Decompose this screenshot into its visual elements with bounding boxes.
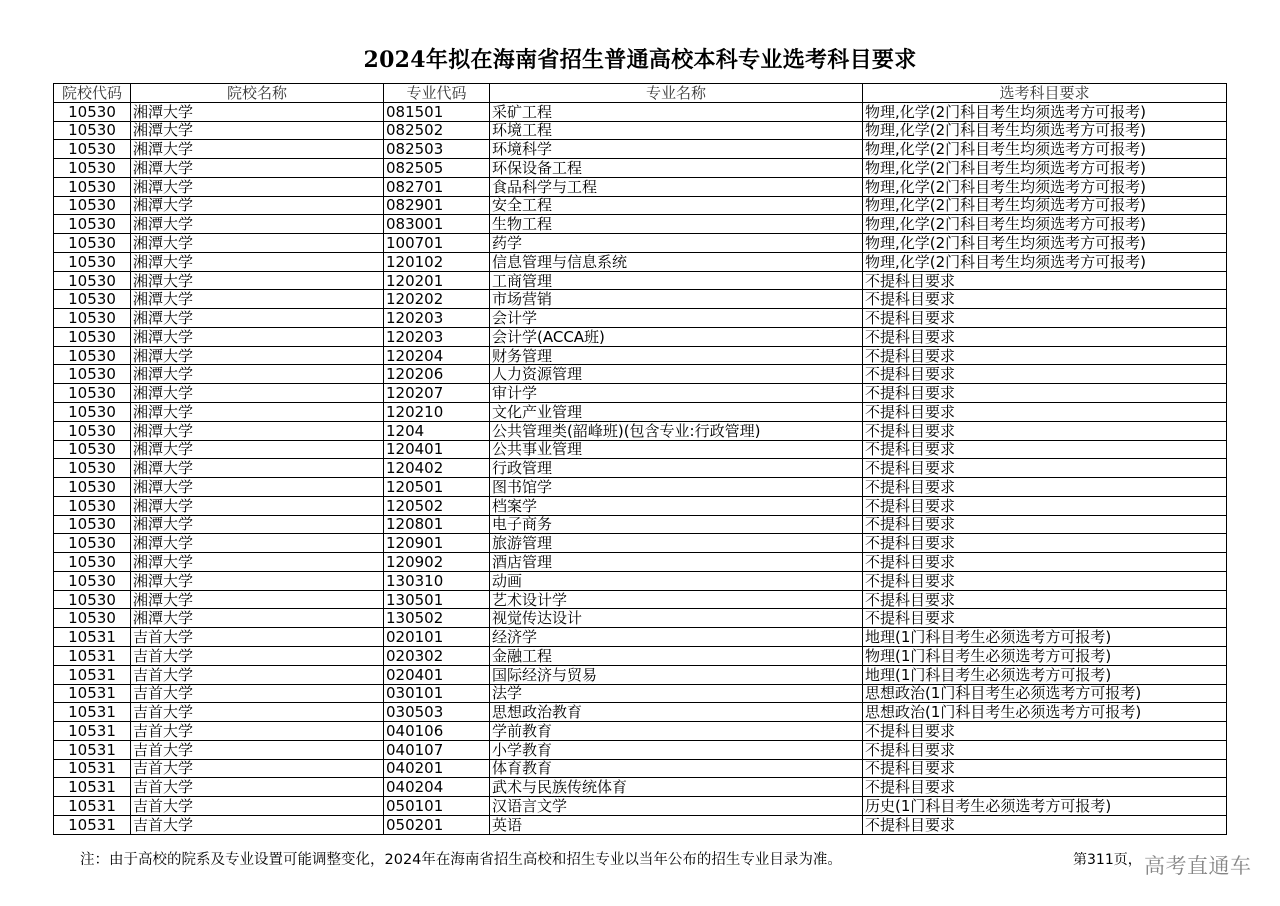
- major-name-cell: 会计学(ACCA班): [490, 327, 863, 346]
- school-name-cell: 湘潭大学: [131, 384, 384, 403]
- subject-requirement-cell: 物理,化学(2门科目考生均须选考方可报考): [863, 234, 1227, 253]
- major-name-cell: 采矿工程: [490, 102, 863, 121]
- major-name-cell: 行政管理: [490, 459, 863, 478]
- school-code-cell: 10530: [54, 177, 131, 196]
- school-code-cell: 10530: [54, 346, 131, 365]
- subject-requirement-cell: 不提科目要求: [863, 403, 1227, 422]
- table-row: [54, 252, 1227, 271]
- major-code-cell: 130310: [384, 571, 490, 590]
- major-name-cell: 环境工程: [490, 121, 863, 140]
- major-name-cell: 汉语言文学: [490, 797, 863, 816]
- major-name-cell: 体育教育: [490, 759, 863, 778]
- table-row: [54, 722, 1227, 741]
- table-row: [54, 421, 1227, 440]
- major-name-cell: 生物工程: [490, 215, 863, 234]
- major-name-cell: 公共管理类(韶峰班)(包含专业:行政管理): [490, 421, 863, 440]
- school-name-cell: 湘潭大学: [131, 102, 384, 121]
- subject-requirement-cell: 不提科目要求: [863, 440, 1227, 459]
- table-row: [54, 628, 1227, 647]
- school-code-cell: 10531: [54, 722, 131, 741]
- school-code-cell: 10531: [54, 628, 131, 647]
- school-code-cell: 10530: [54, 327, 131, 346]
- major-name-cell: 武术与民族传统体育: [490, 778, 863, 797]
- subject-requirement-cell: 物理,化学(2门科目考生均须选考方可报考): [863, 121, 1227, 140]
- school-name-cell: 湘潭大学: [131, 346, 384, 365]
- school-code-cell: 10530: [54, 309, 131, 328]
- school-code-cell: 10531: [54, 740, 131, 759]
- school-name-cell: 吉首大学: [131, 628, 384, 647]
- school-code-cell: 10530: [54, 590, 131, 609]
- major-code-cell: 120203: [384, 327, 490, 346]
- header-school-name: 院校名称: [131, 84, 384, 103]
- major-name-cell: 文化产业管理: [490, 403, 863, 422]
- subject-requirement-cell: 不提科目要求: [863, 478, 1227, 497]
- school-name-cell: 湘潭大学: [131, 290, 384, 309]
- school-name-cell: 湘潭大学: [131, 327, 384, 346]
- major-code-cell: 120902: [384, 553, 490, 572]
- table-row: [54, 609, 1227, 628]
- subject-requirement-cell: 物理(1门科目考生必须选考方可报考): [863, 646, 1227, 665]
- major-code-cell: 020302: [384, 646, 490, 665]
- subject-requirement-cell: 不提科目要求: [863, 815, 1227, 834]
- subject-requirement-cell: 物理,化学(2门科目考生均须选考方可报考): [863, 159, 1227, 178]
- major-name-cell: 工商管理: [490, 271, 863, 290]
- school-name-cell: 湘潭大学: [131, 271, 384, 290]
- table-row: [54, 646, 1227, 665]
- major-code-cell: 1204: [384, 421, 490, 440]
- major-code-cell: 130502: [384, 609, 490, 628]
- subject-requirement-cell: 思想政治(1门科目考生必须选考方可报考): [863, 684, 1227, 703]
- table-row: [54, 515, 1227, 534]
- school-name-cell: 湘潭大学: [131, 534, 384, 553]
- major-code-cell: 082503: [384, 140, 490, 159]
- subject-requirement-cell: 思想政治(1门科目考生必须选考方可报考): [863, 703, 1227, 722]
- school-name-cell: 湘潭大学: [131, 215, 384, 234]
- major-name-cell: 审计学: [490, 384, 863, 403]
- school-name-cell: 湘潭大学: [131, 309, 384, 328]
- school-name-cell: 湘潭大学: [131, 590, 384, 609]
- school-code-cell: 10530: [54, 290, 131, 309]
- major-name-cell: 国际经济与贸易: [490, 665, 863, 684]
- table-row: [54, 815, 1227, 834]
- header-major-name: 专业名称: [490, 84, 863, 103]
- subject-requirement-cell: 物理,化学(2门科目考生均须选考方可报考): [863, 140, 1227, 159]
- school-code-cell: 10531: [54, 778, 131, 797]
- table-row: [54, 384, 1227, 403]
- subject-requirement-cell: 不提科目要求: [863, 515, 1227, 534]
- table-row: [54, 478, 1227, 497]
- subject-requirement-cell: 不提科目要求: [863, 590, 1227, 609]
- table-row: [54, 196, 1227, 215]
- table-row: [54, 553, 1227, 572]
- subject-requirement-cell: 不提科目要求: [863, 327, 1227, 346]
- table-row: [54, 590, 1227, 609]
- table-row: [54, 159, 1227, 178]
- major-name-cell: 法学: [490, 684, 863, 703]
- table-row: [54, 459, 1227, 478]
- school-code-cell: 10530: [54, 159, 131, 178]
- table-body: [54, 102, 1227, 834]
- table-row: [54, 797, 1227, 816]
- subject-requirement-cell: 地理(1门科目考生必须选考方可报考): [863, 665, 1227, 684]
- school-name-cell: 湘潭大学: [131, 121, 384, 140]
- subject-requirement-cell: 不提科目要求: [863, 740, 1227, 759]
- table-row: [54, 346, 1227, 365]
- major-code-cell: 130501: [384, 590, 490, 609]
- major-name-cell: 食品科学与工程: [490, 177, 863, 196]
- school-name-cell: 湘潭大学: [131, 421, 384, 440]
- major-code-cell: 120401: [384, 440, 490, 459]
- school-code-cell: 10530: [54, 121, 131, 140]
- major-code-cell: 120206: [384, 365, 490, 384]
- school-name-cell: 吉首大学: [131, 665, 384, 684]
- subject-requirement-cell: 不提科目要求: [863, 346, 1227, 365]
- major-name-cell: 酒店管理: [490, 553, 863, 572]
- major-code-cell: 020101: [384, 628, 490, 647]
- major-name-cell: 环境科学: [490, 140, 863, 159]
- school-code-cell: 10530: [54, 140, 131, 159]
- major-name-cell: 环保设备工程: [490, 159, 863, 178]
- major-name-cell: 图书馆学: [490, 478, 863, 497]
- subject-requirement-cell: 不提科目要求: [863, 553, 1227, 572]
- school-code-cell: 10531: [54, 646, 131, 665]
- subject-requirement-cell: 不提科目要求: [863, 365, 1227, 384]
- subject-requirement-cell: 地理(1门科目考生必须选考方可报考): [863, 628, 1227, 647]
- subject-requirement-cell: 不提科目要求: [863, 290, 1227, 309]
- school-code-cell: 10531: [54, 703, 131, 722]
- table-row: [54, 740, 1227, 759]
- school-name-cell: 湘潭大学: [131, 234, 384, 253]
- page-title: 2024年拟在海南省招生普通高校本科专业选考科目要求: [363, 47, 917, 73]
- school-name-cell: 吉首大学: [131, 722, 384, 741]
- table-row: [54, 234, 1227, 253]
- school-code-cell: 10530: [54, 459, 131, 478]
- school-code-cell: 10531: [54, 684, 131, 703]
- table-row: [54, 121, 1227, 140]
- major-name-cell: 旅游管理: [490, 534, 863, 553]
- subject-requirement-cell: 不提科目要求: [863, 384, 1227, 403]
- table-row: [54, 665, 1227, 684]
- table-header-row: [54, 84, 1227, 103]
- major-code-cell: 081501: [384, 102, 490, 121]
- subject-requirement-cell: 不提科目要求: [863, 722, 1227, 741]
- major-code-cell: 120203: [384, 309, 490, 328]
- school-name-cell: 吉首大学: [131, 740, 384, 759]
- school-code-cell: 10530: [54, 515, 131, 534]
- table-row: [54, 703, 1227, 722]
- watermark: 高考直通车: [1144, 854, 1252, 878]
- school-name-cell: 吉首大学: [131, 759, 384, 778]
- school-name-cell: 湘潭大学: [131, 553, 384, 572]
- school-name-cell: 湘潭大学: [131, 159, 384, 178]
- major-name-cell: 英语: [490, 815, 863, 834]
- school-name-cell: 湘潭大学: [131, 478, 384, 497]
- major-code-cell: 120801: [384, 515, 490, 534]
- major-code-cell: 040204: [384, 778, 490, 797]
- major-name-cell: 药学: [490, 234, 863, 253]
- school-name-cell: 吉首大学: [131, 703, 384, 722]
- table-row: [54, 496, 1227, 515]
- subject-requirement-cell: 不提科目要求: [863, 496, 1227, 515]
- school-code-cell: 10530: [54, 421, 131, 440]
- school-name-cell: 吉首大学: [131, 815, 384, 834]
- table-row: [54, 271, 1227, 290]
- major-code-cell: 100701: [384, 234, 490, 253]
- school-code-cell: 10530: [54, 271, 131, 290]
- school-name-cell: 吉首大学: [131, 646, 384, 665]
- school-name-cell: 湘潭大学: [131, 365, 384, 384]
- major-code-cell: 120201: [384, 271, 490, 290]
- major-name-cell: 财务管理: [490, 346, 863, 365]
- school-name-cell: 湘潭大学: [131, 403, 384, 422]
- major-code-cell: 120204: [384, 346, 490, 365]
- header-major-code: 专业代码: [384, 84, 490, 103]
- major-code-cell: 050201: [384, 815, 490, 834]
- major-code-cell: 040107: [384, 740, 490, 759]
- school-code-cell: 10530: [54, 252, 131, 271]
- school-name-cell: 吉首大学: [131, 684, 384, 703]
- school-code-cell: 10530: [54, 234, 131, 253]
- table-row: [54, 684, 1227, 703]
- major-code-cell: 083001: [384, 215, 490, 234]
- subject-requirement-cell: 不提科目要求: [863, 609, 1227, 628]
- major-name-cell: 信息管理与信息系统: [490, 252, 863, 271]
- school-code-cell: 10530: [54, 553, 131, 572]
- table-row: [54, 759, 1227, 778]
- header-school-code: 院校代码: [54, 84, 131, 103]
- major-name-cell: 思想政治教育: [490, 703, 863, 722]
- subject-requirement-cell: 物理,化学(2门科目考生均须选考方可报考): [863, 196, 1227, 215]
- school-name-cell: 湘潭大学: [131, 440, 384, 459]
- major-name-cell: 学前教育: [490, 722, 863, 741]
- school-code-cell: 10530: [54, 196, 131, 215]
- school-name-cell: 湘潭大学: [131, 496, 384, 515]
- major-code-cell: 082505: [384, 159, 490, 178]
- major-code-cell: 050101: [384, 797, 490, 816]
- subject-requirement-cell: 历史(1门科目考生必须选考方可报考): [863, 797, 1227, 816]
- school-code-cell: 10530: [54, 496, 131, 515]
- subject-requirement-cell: 不提科目要求: [863, 459, 1227, 478]
- subject-requirement-cell: 不提科目要求: [863, 571, 1227, 590]
- major-code-cell: 120102: [384, 252, 490, 271]
- school-code-cell: 10530: [54, 571, 131, 590]
- subject-requirement-cell: 不提科目要求: [863, 534, 1227, 553]
- major-code-cell: 120402: [384, 459, 490, 478]
- school-code-cell: 10530: [54, 440, 131, 459]
- major-code-cell: 082502: [384, 121, 490, 140]
- major-name-cell: 艺术设计学: [490, 590, 863, 609]
- table-row: [54, 177, 1227, 196]
- major-code-cell: 040201: [384, 759, 490, 778]
- table-row: [54, 440, 1227, 459]
- school-name-cell: 湘潭大学: [131, 459, 384, 478]
- page-number: 第311页，: [1073, 852, 1142, 868]
- major-code-cell: 120501: [384, 478, 490, 497]
- major-name-cell: 电子商务: [490, 515, 863, 534]
- subject-requirement-cell: 物理,化学(2门科目考生均须选考方可报考): [863, 177, 1227, 196]
- major-name-cell: 视觉传达设计: [490, 609, 863, 628]
- major-name-cell: 小学教育: [490, 740, 863, 759]
- school-name-cell: 湘潭大学: [131, 609, 384, 628]
- school-code-cell: 10530: [54, 534, 131, 553]
- table-row: [54, 290, 1227, 309]
- table-row: [54, 327, 1227, 346]
- school-code-cell: 10531: [54, 797, 131, 816]
- table-row: [54, 365, 1227, 384]
- subject-requirement-cell: 不提科目要求: [863, 778, 1227, 797]
- school-code-cell: 10530: [54, 403, 131, 422]
- major-name-cell: 安全工程: [490, 196, 863, 215]
- school-name-cell: 湘潭大学: [131, 196, 384, 215]
- major-code-cell: 082901: [384, 196, 490, 215]
- major-name-cell: 动画: [490, 571, 863, 590]
- table-row: [54, 215, 1227, 234]
- table-row: [54, 571, 1227, 590]
- school-code-cell: 10530: [54, 384, 131, 403]
- major-name-cell: 会计学: [490, 309, 863, 328]
- major-code-cell: 120502: [384, 496, 490, 515]
- table-row: [54, 140, 1227, 159]
- school-name-cell: 湘潭大学: [131, 515, 384, 534]
- table-header: [54, 84, 1227, 103]
- major-code-cell: 120207: [384, 384, 490, 403]
- school-code-cell: 10531: [54, 815, 131, 834]
- requirements-table: [53, 83, 1227, 835]
- major-name-cell: 公共事业管理: [490, 440, 863, 459]
- school-code-cell: 10530: [54, 478, 131, 497]
- subject-requirement-cell: 物理,化学(2门科目考生均须选考方可报考): [863, 102, 1227, 121]
- school-name-cell: 湘潭大学: [131, 252, 384, 271]
- major-code-cell: 030503: [384, 703, 490, 722]
- table-row: [54, 102, 1227, 121]
- major-code-cell: 030101: [384, 684, 490, 703]
- major-code-cell: 120901: [384, 534, 490, 553]
- major-code-cell: 120202: [384, 290, 490, 309]
- school-name-cell: 吉首大学: [131, 778, 384, 797]
- table-row: [54, 403, 1227, 422]
- subject-requirement-cell: 不提科目要求: [863, 421, 1227, 440]
- table-row: [54, 534, 1227, 553]
- subject-requirement-cell: 不提科目要求: [863, 271, 1227, 290]
- subject-requirement-cell: 物理,化学(2门科目考生均须选考方可报考): [863, 252, 1227, 271]
- school-name-cell: 湘潭大学: [131, 140, 384, 159]
- major-code-cell: 120210: [384, 403, 490, 422]
- footer-note: 注：由于高校的院系及专业设置可能调整变化，2024年在海南省招生高校和招生专业以当年公布的招生专业目录为准。: [80, 852, 842, 868]
- major-name-cell: 市场营销: [490, 290, 863, 309]
- header-subject-requirement: 选考科目要求: [863, 84, 1227, 103]
- school-code-cell: 10530: [54, 102, 131, 121]
- school-code-cell: 10531: [54, 665, 131, 684]
- major-name-cell: 档案学: [490, 496, 863, 515]
- major-code-cell: 082701: [384, 177, 490, 196]
- table-row: [54, 778, 1227, 797]
- school-code-cell: 10530: [54, 365, 131, 384]
- school-name-cell: 湘潭大学: [131, 177, 384, 196]
- major-name-cell: 经济学: [490, 628, 863, 647]
- school-code-cell: 10530: [54, 215, 131, 234]
- major-name-cell: 金融工程: [490, 646, 863, 665]
- school-name-cell: 吉首大学: [131, 797, 384, 816]
- subject-requirement-cell: 物理,化学(2门科目考生均须选考方可报考): [863, 215, 1227, 234]
- school-name-cell: 湘潭大学: [131, 571, 384, 590]
- major-name-cell: 人力资源管理: [490, 365, 863, 384]
- subject-requirement-cell: 不提科目要求: [863, 759, 1227, 778]
- school-code-cell: 10531: [54, 759, 131, 778]
- major-code-cell: 040106: [384, 722, 490, 741]
- school-code-cell: 10530: [54, 609, 131, 628]
- table-row: [54, 309, 1227, 328]
- major-code-cell: 020401: [384, 665, 490, 684]
- subject-requirement-cell: 不提科目要求: [863, 309, 1227, 328]
